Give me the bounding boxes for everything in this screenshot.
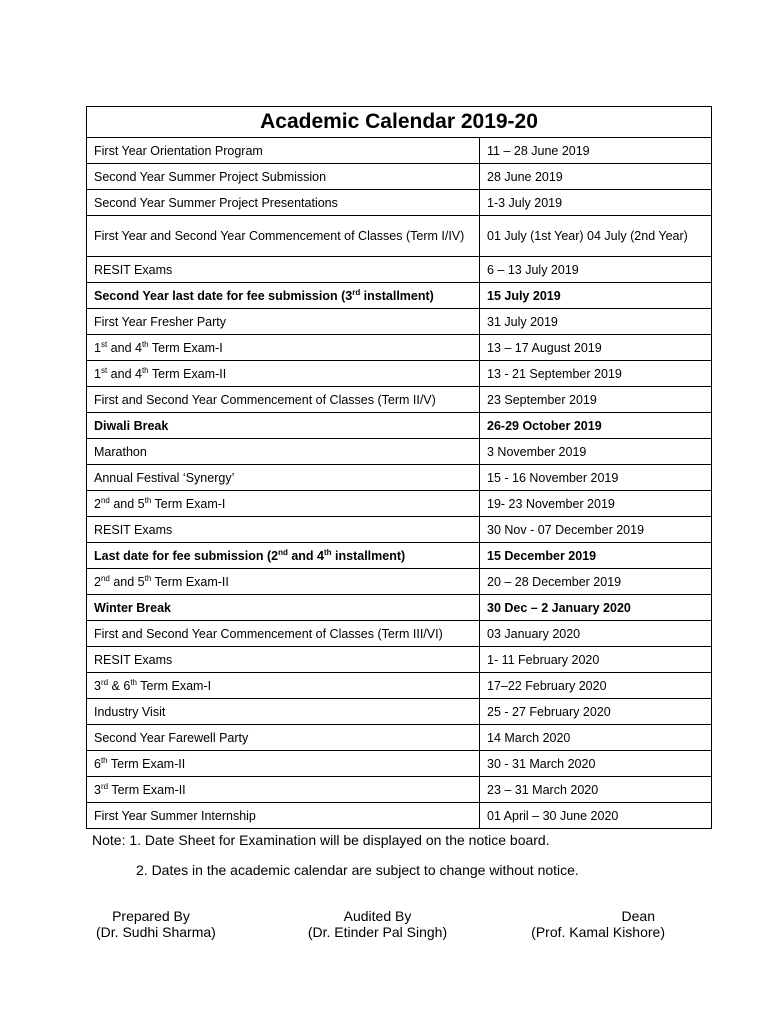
date-cell: 25 - 27 February 2020 bbox=[480, 699, 712, 725]
date-cell: 30 Dec – 2 January 2020 bbox=[480, 595, 712, 621]
date-cell: 3 November 2019 bbox=[480, 439, 712, 465]
event-cell: Winter Break bbox=[87, 595, 480, 621]
event-cell: 1st and 4th Term Exam-II bbox=[87, 361, 480, 387]
event-cell: Marathon bbox=[87, 439, 480, 465]
event-cell: 1st and 4th Term Exam-I bbox=[87, 335, 480, 361]
dean-label: Dean bbox=[621, 908, 655, 924]
date-cell: 13 - 21 September 2019 bbox=[480, 361, 712, 387]
date-cell: 23 – 31 March 2020 bbox=[480, 777, 712, 803]
date-cell: 03 January 2020 bbox=[480, 621, 712, 647]
event-cell: Diwali Break bbox=[87, 413, 480, 439]
calendar-row bbox=[87, 647, 712, 673]
date-cell: 15 December 2019 bbox=[480, 543, 712, 569]
calendar-row bbox=[87, 413, 712, 439]
calendar-row bbox=[87, 673, 712, 699]
prepared-by-block bbox=[96, 908, 216, 940]
event-cell: Second Year last date for fee submission (3rd installment) bbox=[87, 283, 480, 309]
event-cell: First and Second Year Commencement of Classes (Term III/VI) bbox=[87, 621, 480, 647]
calendar-row bbox=[87, 164, 712, 190]
event-cell: First Year Summer Internship bbox=[87, 803, 480, 829]
academic-calendar-table bbox=[86, 106, 712, 829]
calendar-row bbox=[87, 190, 712, 216]
event-cell: 2nd and 5th Term Exam-II bbox=[87, 569, 480, 595]
calendar-row bbox=[87, 439, 712, 465]
calendar-row bbox=[87, 777, 712, 803]
event-cell: First Year Orientation Program bbox=[87, 138, 480, 164]
calendar-row bbox=[87, 803, 712, 829]
calendar-row bbox=[87, 138, 712, 164]
event-cell: 3rd & 6th Term Exam-I bbox=[87, 673, 480, 699]
calendar-row bbox=[87, 335, 712, 361]
calendar-row bbox=[87, 283, 712, 309]
calendar-row bbox=[87, 517, 712, 543]
date-cell: 30 Nov - 07 December 2019 bbox=[480, 517, 712, 543]
date-cell: 23 September 2019 bbox=[480, 387, 712, 413]
event-cell: Second Year Summer Project Presentations bbox=[87, 190, 480, 216]
event-cell: 6th Term Exam-II bbox=[87, 751, 480, 777]
calendar-row bbox=[87, 621, 712, 647]
calendar-row bbox=[87, 465, 712, 491]
date-cell: 15 - 16 November 2019 bbox=[480, 465, 712, 491]
audited-by-block bbox=[290, 908, 465, 940]
calendar-title: Academic Calendar 2019-20 bbox=[87, 107, 712, 138]
date-cell: 17–22 February 2020 bbox=[480, 673, 712, 699]
calendar-row bbox=[87, 257, 712, 283]
date-cell: 1-3 July 2019 bbox=[480, 190, 712, 216]
event-cell: Annual Festival ‘Synergy’ bbox=[87, 465, 480, 491]
calendar-row bbox=[87, 309, 712, 335]
calendar-row bbox=[87, 387, 712, 413]
calendar-row bbox=[87, 569, 712, 595]
calendar-row bbox=[87, 699, 712, 725]
date-cell: 1- 11 February 2020 bbox=[480, 647, 712, 673]
calendar-rows bbox=[87, 138, 712, 829]
date-cell: 14 March 2020 bbox=[480, 725, 712, 751]
audited-by-name: (Dr. Etinder Pal Singh) bbox=[307, 924, 448, 940]
date-cell: 13 – 17 August 2019 bbox=[480, 335, 712, 361]
note-1: Note: 1. Date Sheet for Examination will be displayed on the notice board. bbox=[92, 832, 550, 848]
event-cell: RESIT Exams bbox=[87, 647, 480, 673]
prepared-by-label: Prepared By bbox=[112, 908, 190, 924]
dean-name: (Prof. Kamal Kishore) bbox=[531, 924, 665, 940]
event-cell: First and Second Year Commencement of Classes (Term II/V) bbox=[87, 387, 480, 413]
date-cell: 31 July 2019 bbox=[480, 309, 712, 335]
calendar-row bbox=[87, 725, 712, 751]
date-cell: 20 – 28 December 2019 bbox=[480, 569, 712, 595]
calendar-row bbox=[87, 361, 712, 387]
calendar-row bbox=[87, 595, 712, 621]
date-cell: 01 July (1st Year) 04 July (2nd Year) bbox=[480, 216, 712, 257]
event-cell: First Year Fresher Party bbox=[87, 309, 480, 335]
calendar-row bbox=[87, 491, 712, 517]
event-cell: 3rd Term Exam-II bbox=[87, 777, 480, 803]
calendar-row bbox=[87, 751, 712, 777]
event-cell: RESIT Exams bbox=[87, 257, 480, 283]
date-cell: 26-29 October 2019 bbox=[480, 413, 712, 439]
dean-block bbox=[520, 908, 665, 940]
date-cell: 15 July 2019 bbox=[480, 283, 712, 309]
date-cell: 11 – 28 June 2019 bbox=[480, 138, 712, 164]
event-cell: Second Year Farewell Party bbox=[87, 725, 480, 751]
note-2: 2. Dates in the academic calendar are subject to change without notice. bbox=[136, 862, 579, 878]
calendar-row bbox=[87, 216, 712, 257]
event-cell: RESIT Exams bbox=[87, 517, 480, 543]
date-cell: 6 – 13 July 2019 bbox=[480, 257, 712, 283]
event-cell: Industry Visit bbox=[87, 699, 480, 725]
date-cell: 01 April – 30 June 2020 bbox=[480, 803, 712, 829]
event-cell: 2nd and 5th Term Exam-I bbox=[87, 491, 480, 517]
date-cell: 19- 23 November 2019 bbox=[480, 491, 712, 517]
date-cell: 30 - 31 March 2020 bbox=[480, 751, 712, 777]
calendar-row bbox=[87, 543, 712, 569]
event-cell: Last date for fee submission (2nd and 4th installment) bbox=[87, 543, 480, 569]
event-cell: Second Year Summer Project Submission bbox=[87, 164, 480, 190]
audited-by-label: Audited By bbox=[343, 908, 412, 924]
event-cell: First Year and Second Year Commencement of Classes (Term I/IV) bbox=[87, 216, 480, 257]
prepared-by-name: (Dr. Sudhi Sharma) bbox=[96, 924, 216, 940]
date-cell: 28 June 2019 bbox=[480, 164, 712, 190]
